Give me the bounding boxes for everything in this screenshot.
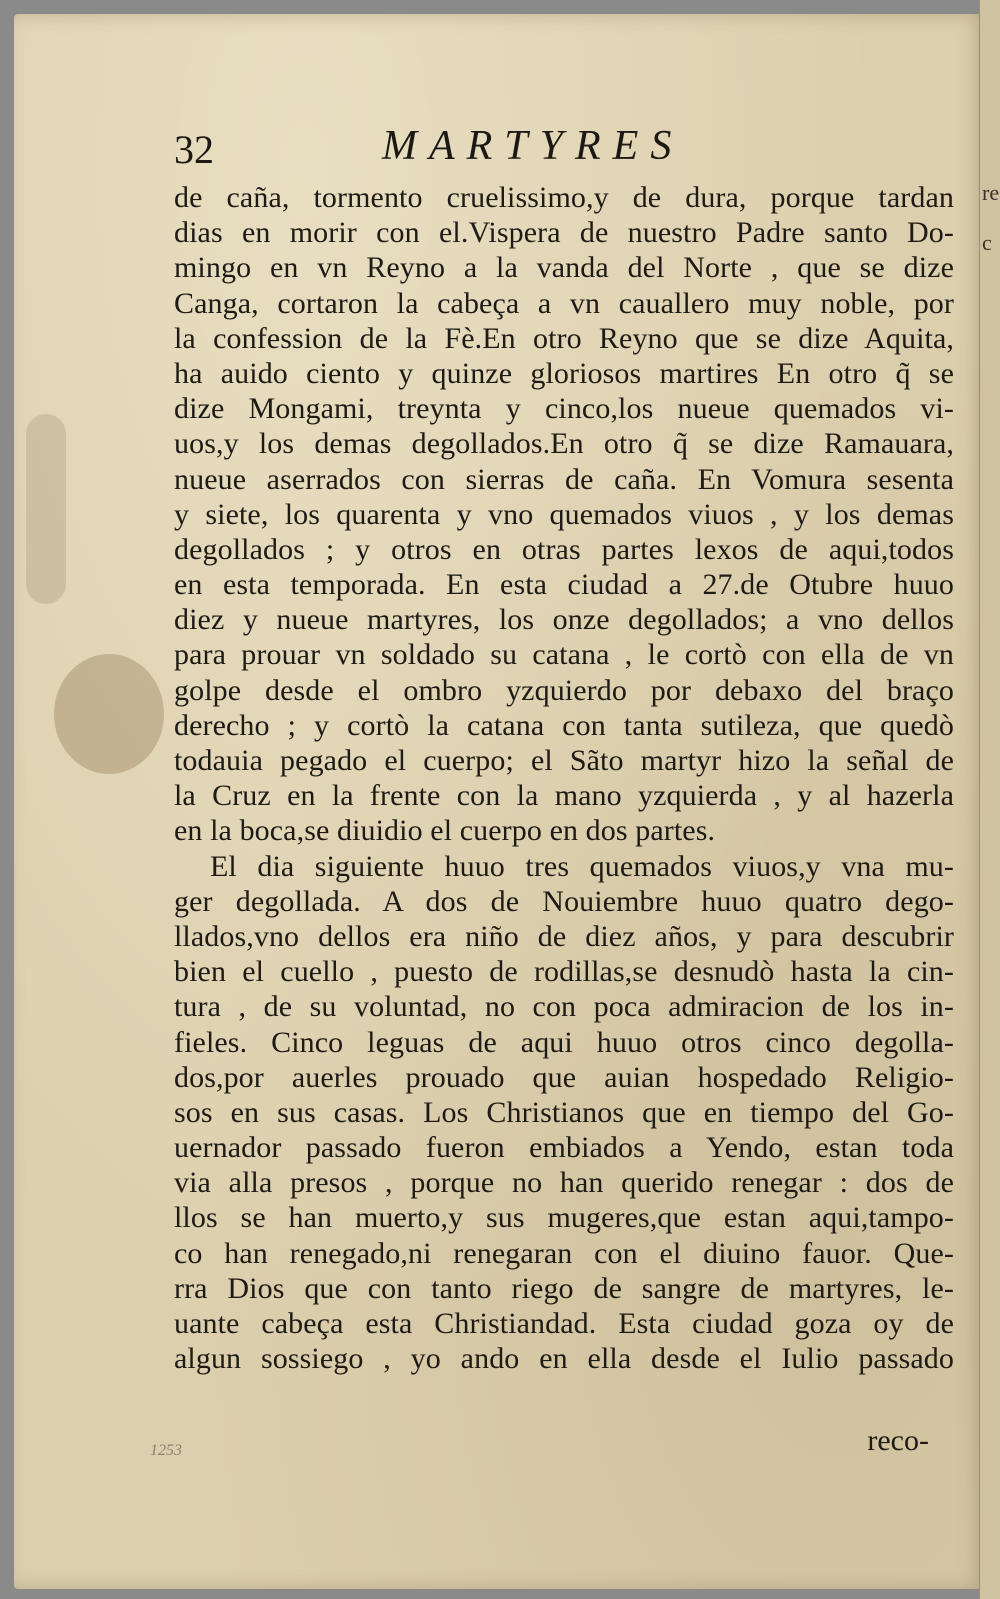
text-line: para prouar vn soldado su catana , le cortò con ella de vn: [174, 638, 954, 672]
library-mark: 1253: [150, 1442, 182, 1459]
text-line: tura , de su voluntad, no con poca admiracion de los in-: [174, 990, 954, 1024]
text-line: bien el cuello , puesto de rodillas,se desnudò hasta la cin-: [174, 955, 954, 989]
text-line: golpe desde el ombro yzquierdo por debaxo del braço: [174, 673, 954, 707]
text-line: en esta temporada. En esta ciudad a 27.de Otubre huuo: [174, 568, 954, 602]
text-line: nueue aserrados con sierras de caña. En Vomura sesenta: [174, 462, 954, 496]
text-line: ger degollada. A dos de Nouiembre huuo quatro dego-: [174, 884, 954, 918]
text-line: ha auido ciento y quinze gloriosos martires En otro q̃ se: [174, 356, 954, 390]
text-line: dos,por auerles prouado que auian hospedado Religio-: [174, 1060, 954, 1094]
text-line: algun sossiego , yo ando en ella desde el Iulio passado: [174, 1342, 954, 1376]
text-line: fieles. Cinco leguas de aqui huuo otros cinco degolla-: [174, 1025, 954, 1059]
text-line: la Cruz en la frente con la mano yzquierda , y al hazerla: [174, 779, 954, 813]
text-line: uos,y los demas degollados.En otro q̃ se dize Ramauara,: [174, 427, 954, 461]
text-line: co han renegado,ni renegaran con el diuino fauor. Que-: [174, 1236, 954, 1270]
edge-letter: c: [982, 230, 992, 255]
text-line: llos se han muerto,y sus mugeres,que estan aqui,tampo-: [174, 1201, 954, 1235]
text-line: todauia pegado el cuerpo; el Sãto martyr hizo la señal de: [174, 744, 954, 777]
text-line: de caña, tormento cruelissimo,y de dura, porque tardan: [174, 181, 954, 214]
text-line: derecho ; y cortò la catana con tanta sutileza, que quedò: [174, 708, 954, 742]
running-title: MARTYRES: [382, 123, 684, 169]
edge-letter: re: [982, 180, 1000, 205]
text-line: uante cabeça esta Christiandad. Esta ciudad goza oy de: [174, 1307, 954, 1340]
text-line: uernador passado fueron embiados a Yendo, estan toda: [174, 1131, 954, 1165]
text-line: El dia siguiente huuo tres quemados viuos,y vna mu-: [210, 849, 954, 883]
text-line: rra Dios que con tanto riego de sangre de martyres, le-: [174, 1271, 954, 1305]
text-line: dias en morir con el.Vispera de nuestro Padre santo Do-: [174, 216, 954, 250]
text-line: mingo en vn Reyno a la vanda del Norte , que se dize: [174, 251, 954, 285]
edge-stain: [26, 414, 66, 604]
text-line: la confession de la Fè.En otro Reyno que se dize Aquita,: [174, 321, 954, 355]
page-header: [174, 122, 954, 182]
text-line: diez y nueue martyres, los onze degollados; a vno dellos: [174, 603, 954, 637]
text-line: dize Mongami, treynta y cinco,los nueue quemados vi-: [174, 392, 954, 426]
text-line: y siete, los quarenta y vno quemados viuos , y los demas: [174, 497, 954, 531]
water-stain: [54, 654, 164, 774]
text-line: Canga, cortaron la cabeça a vn cauallero muy noble, por: [174, 286, 954, 320]
text-line: degollados ; y otros en otras partes lexos de aqui,todos: [174, 532, 954, 566]
text-line: via alla presos , porque no han querido renegar : dos de: [174, 1166, 954, 1200]
catchword: reco-: [867, 1424, 929, 1457]
text-line: en la boca,se diuidio el cuerpo en dos partes.: [174, 814, 716, 848]
book-page: [14, 14, 984, 1589]
body-text: [174, 180, 954, 1376]
page-number: 32: [174, 127, 214, 172]
next-page-edge: [979, 0, 1000, 1599]
text-line: sos en sus casas. Los Christianos que en tiempo del Go-: [174, 1095, 954, 1129]
text-line: llados,vno dellos era niño de diez años, y para descubrir: [174, 919, 954, 953]
